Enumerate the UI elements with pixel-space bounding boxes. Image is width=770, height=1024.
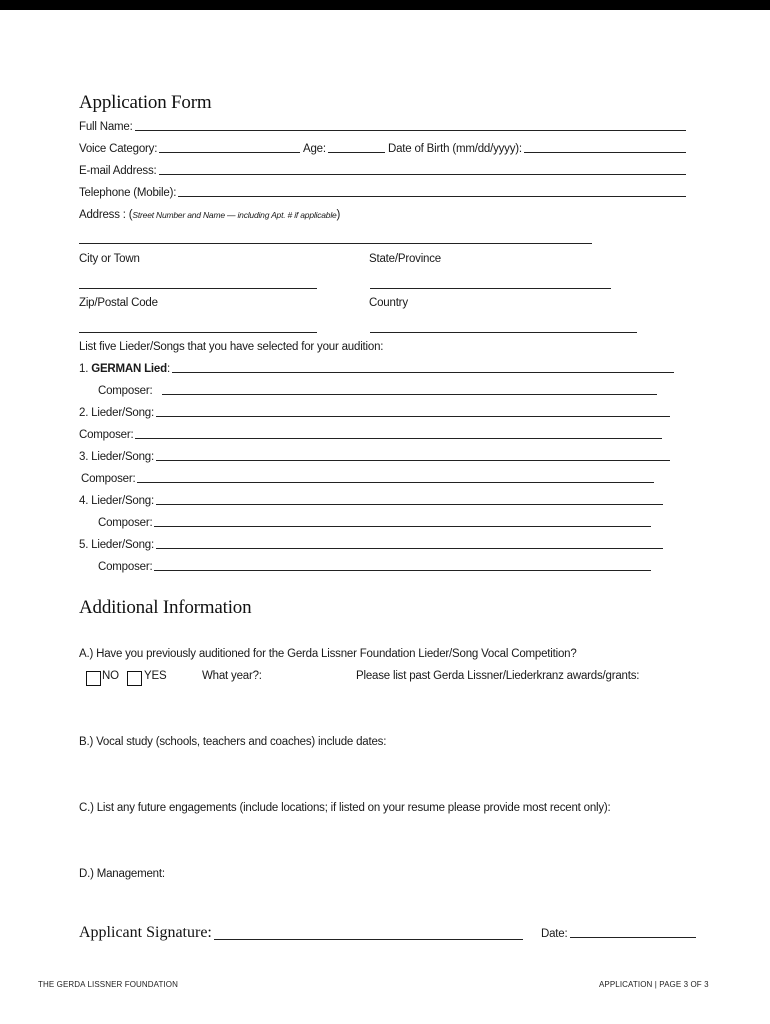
telephone-row	[79, 187, 686, 199]
full-name-row	[79, 121, 686, 133]
dob-row	[388, 143, 686, 155]
composer-5-row	[98, 561, 651, 573]
voice-category-field[interactable]	[159, 152, 300, 153]
voice-category-row	[79, 143, 300, 155]
composer-3-field[interactable]	[137, 482, 654, 483]
dob-field[interactable]	[524, 152, 686, 153]
telephone-label: Telephone (Mobile):	[79, 187, 177, 199]
song-2-label: 2. Lieder/Song:	[79, 407, 155, 419]
what-year-label: What year?:	[202, 670, 262, 682]
state-field[interactable]	[370, 288, 611, 289]
age-row	[303, 143, 385, 155]
song-1-field[interactable]	[172, 372, 674, 373]
country-field[interactable]	[370, 332, 637, 333]
composer-2-label: Composer:	[79, 429, 134, 441]
composer-3-row	[81, 473, 654, 485]
composer-2-field[interactable]	[135, 438, 662, 439]
composer-5-label: Composer:	[98, 561, 153, 573]
city-field[interactable]	[79, 288, 317, 289]
no-label: NO	[102, 670, 119, 682]
composer-4-row	[98, 517, 651, 529]
composer-4-field[interactable]	[154, 526, 651, 527]
form-title: Application Form	[79, 92, 212, 113]
song-5-label: 5. Lieder/Song:	[79, 539, 155, 551]
zip-label: Zip/Postal Code	[79, 297, 158, 309]
composer-4-label: Composer:	[98, 517, 153, 529]
zip-field[interactable]	[79, 332, 317, 333]
full-name-field[interactable]	[135, 130, 686, 131]
question-a: A.) Have you previously auditioned for the Gerda Lissner Foundation Lieder/Song Vocal Competition?	[79, 648, 577, 660]
song-1-label: GERMAN Lied	[91, 363, 167, 375]
voice-category-label: Voice Category:	[79, 143, 158, 155]
signature-label: Applicant Signature:	[79, 924, 212, 941]
song-1-colon: :	[166, 363, 170, 375]
telephone-field[interactable]	[178, 196, 686, 197]
song-4-row	[79, 495, 663, 507]
dob-label: Date of Birth (mm/dd/yyyy):	[388, 143, 522, 155]
full-name-label: Full Name:	[79, 121, 133, 133]
composer-2-row	[79, 429, 662, 441]
question-d: D.) Management:	[79, 868, 165, 880]
song-4-field[interactable]	[156, 504, 663, 505]
question-b: B.) Vocal study (schools, teachers and coaches) include dates:	[79, 736, 387, 748]
signature-row	[79, 924, 523, 942]
additional-info-title: Additional Information	[79, 597, 252, 618]
song-3-row	[79, 451, 670, 463]
email-label: E-mail Address:	[79, 165, 157, 177]
song-3-field[interactable]	[156, 460, 670, 461]
address-close: )	[336, 209, 341, 221]
signature-field[interactable]	[214, 939, 523, 940]
song-2-row	[79, 407, 670, 419]
no-checkbox[interactable]	[86, 671, 101, 686]
song-4-label: 4. Lieder/Song:	[79, 495, 155, 507]
song-1-number: 1.	[79, 363, 89, 375]
composer-1-label: Composer:	[98, 385, 153, 397]
song-3-label: 3. Lieder/Song:	[79, 451, 155, 463]
country-label: Country	[369, 297, 408, 309]
address-field[interactable]	[79, 243, 592, 244]
composer-1-field[interactable]	[162, 394, 657, 395]
age-field[interactable]	[328, 152, 385, 153]
composer-5-field[interactable]	[154, 570, 651, 571]
address-hint: Street Number and Name — including Apt. # if applicable	[132, 210, 337, 220]
email-field[interactable]	[159, 174, 686, 175]
songs-intro: List five Lieder/Songs that you have selected for your audition:	[79, 341, 384, 353]
footer-page-number: APPLICATION | PAGE 3 OF 3	[599, 980, 709, 989]
composer-1-row	[98, 385, 657, 397]
composer-3-label: Composer:	[81, 473, 136, 485]
email-row	[79, 165, 686, 177]
date-field[interactable]	[570, 937, 697, 938]
address-label: Address : (	[79, 209, 133, 221]
city-label: City or Town	[79, 253, 140, 265]
past-awards-label: Please list past Gerda Lissner/Liederkranz awards/grants:	[356, 670, 640, 682]
state-label: State/Province	[369, 253, 441, 265]
date-row	[541, 928, 696, 940]
age-label: Age:	[303, 143, 326, 155]
yes-checkbox[interactable]	[127, 671, 142, 686]
song-2-field[interactable]	[156, 416, 670, 417]
question-c: C.) List any future engagements (include locations; if listed on your resume please provide most recent only):	[79, 802, 611, 814]
song-5-row	[79, 539, 663, 551]
date-label: Date:	[541, 928, 568, 940]
address-label-row	[79, 209, 340, 221]
song-1-row	[79, 363, 674, 375]
footer-foundation: THE GERDA LISSNER FOUNDATION	[38, 980, 179, 989]
yes-label: YES	[144, 670, 167, 682]
song-5-field[interactable]	[156, 548, 663, 549]
